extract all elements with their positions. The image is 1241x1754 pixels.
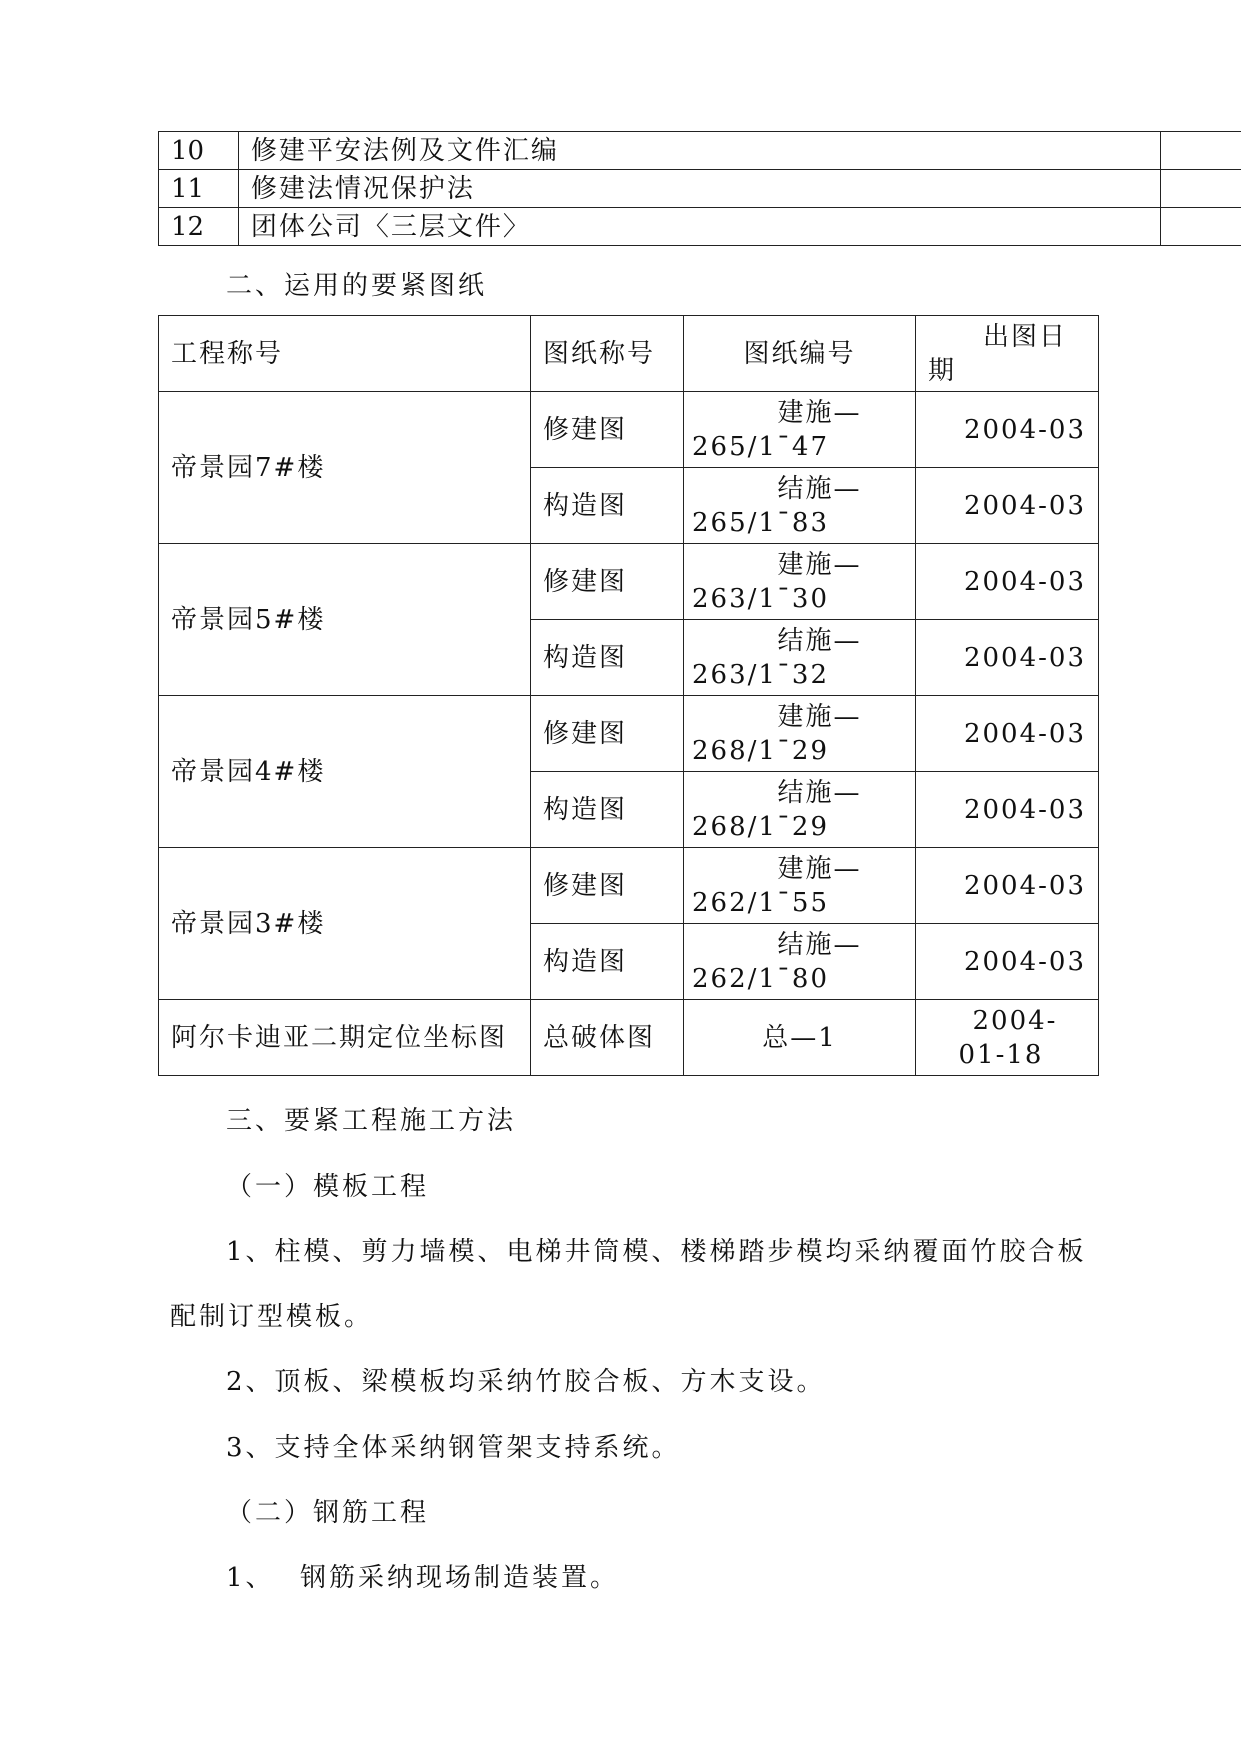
- table-row: [159, 170, 1241, 208]
- section-3-heading: 三、要紧工程施工方法: [226, 1106, 517, 1136]
- table-row: [159, 544, 1099, 620]
- drawing-number-range: 262/1¯80: [692, 963, 830, 994]
- drawing-number-prefix: 建施—: [777, 549, 862, 580]
- header-date: [916, 316, 1099, 392]
- project-name: 帝景园5#楼: [159, 544, 531, 696]
- project-name: 帝景园4#楼: [159, 696, 531, 848]
- drawing-date: 2004-03: [916, 848, 1099, 924]
- drawing-name: 构造图: [531, 468, 684, 544]
- table-row: [159, 392, 1099, 468]
- header-date-line1: 出图日: [983, 321, 1068, 352]
- drawing-date-line1: 2004-: [972, 1005, 1058, 1036]
- drawing-number: [684, 620, 916, 696]
- drawing-number: [684, 696, 916, 772]
- paragraph-1-line-2: 配制订型模板。: [170, 1302, 374, 1332]
- drawing-number: [684, 772, 916, 848]
- drawing-number: [684, 392, 916, 468]
- drawing-number: 总—1: [684, 1000, 916, 1076]
- header-drawing-number: 图纸编号: [684, 316, 916, 392]
- drawing-date: [916, 1000, 1099, 1076]
- drawing-number: [684, 924, 916, 1000]
- subsection-formwork-heading: （一）模板工程: [226, 1172, 430, 1202]
- subsection-rebar-heading: （二）钢筋工程: [226, 1498, 430, 1528]
- paragraph-4-number: 1、: [226, 1563, 275, 1593]
- row-number: 11: [159, 170, 239, 208]
- table-row: [159, 208, 1241, 246]
- drawing-name: 修建图: [531, 848, 684, 924]
- drawing-number-prefix: 建施—: [777, 853, 862, 884]
- drawing-name: 构造图: [531, 620, 684, 696]
- drawing-number-range: 265/1¯83: [692, 507, 830, 538]
- drawing-name: 修建图: [531, 696, 684, 772]
- drawing-number-prefix: 结施—: [777, 929, 862, 960]
- drawing-number-range: 265/1¯47: [692, 431, 830, 462]
- project-name: 帝景园7#楼: [159, 392, 531, 544]
- drawing-number: [684, 848, 916, 924]
- section-2-heading: 二、运用的要紧图纸: [226, 271, 488, 301]
- row-empty-cell: [1161, 132, 1241, 170]
- table-header-row: [159, 316, 1099, 392]
- drawing-name: 构造图: [531, 924, 684, 1000]
- table-row: [159, 696, 1099, 772]
- row-number: 12: [159, 208, 239, 246]
- drawing-date: 2004-03: [916, 696, 1099, 772]
- header-date-line2: 期: [928, 355, 957, 386]
- row-number: 10: [159, 132, 239, 170]
- drawing-date: 2004-03: [916, 468, 1099, 544]
- drawing-date: 2004-03: [916, 392, 1099, 468]
- regulations-table: [158, 131, 1241, 246]
- project-name: 帝景园3#楼: [159, 848, 531, 1000]
- drawing-number-range: 262/1¯55: [692, 887, 830, 918]
- project-name: 阿尔卡迪亚二期定位坐标图: [159, 1000, 531, 1076]
- drawing-number-range: 268/1¯29: [692, 735, 830, 766]
- drawing-number-prefix: 结施—: [777, 625, 862, 656]
- drawing-number: [684, 468, 916, 544]
- drawing-date-line2: 01-18: [958, 1039, 1044, 1070]
- drawing-date: 2004-03: [916, 620, 1099, 696]
- drawing-number: [684, 544, 916, 620]
- drawing-name: 修建图: [531, 544, 684, 620]
- paragraph-3: 3、支持全体采纳钢管架支持系统。: [226, 1433, 681, 1463]
- drawing-name: 构造图: [531, 772, 684, 848]
- paragraph-4-text: 钢筋采纳现场制造装置。: [300, 1563, 620, 1593]
- drawings-table: [158, 315, 1099, 1076]
- drawing-number-prefix: 结施—: [777, 473, 862, 504]
- table-row: [159, 1000, 1099, 1076]
- row-document-name: 修建法情况保护法: [238, 170, 1160, 208]
- drawing-number-prefix: 建施—: [777, 397, 862, 428]
- drawing-date: 2004-03: [916, 924, 1099, 1000]
- drawing-name: 总破体图: [531, 1000, 684, 1076]
- drawing-number-range: 263/1¯32: [692, 659, 830, 690]
- header-project: 工程称号: [159, 316, 531, 392]
- table-row: [159, 848, 1099, 924]
- row-empty-cell: [1161, 170, 1241, 208]
- drawing-date: 2004-03: [916, 772, 1099, 848]
- table-row: [159, 132, 1241, 170]
- drawing-number-prefix: 结施—: [777, 777, 862, 808]
- paragraph-1-line-1: 1、柱模、剪力墙模、电梯井筒模、楼梯踏步模均采纳覆面竹胶合板: [226, 1237, 1087, 1267]
- drawing-number-range: 263/1¯30: [692, 583, 830, 614]
- drawing-date: 2004-03: [916, 544, 1099, 620]
- row-document-name: 修建平安法例及文件汇编: [238, 132, 1160, 170]
- paragraph-2: 2、顶板、梁模板均采纳竹胶合板、方木支设。: [226, 1367, 826, 1397]
- drawing-number-range: 268/1¯29: [692, 811, 830, 842]
- drawing-number-prefix: 建施—: [777, 701, 862, 732]
- header-drawing-name: 图纸称号: [531, 316, 684, 392]
- row-document-name: 团体公司〈三层文件〉: [238, 208, 1160, 246]
- row-empty-cell: [1161, 208, 1241, 246]
- drawing-name: 修建图: [531, 392, 684, 468]
